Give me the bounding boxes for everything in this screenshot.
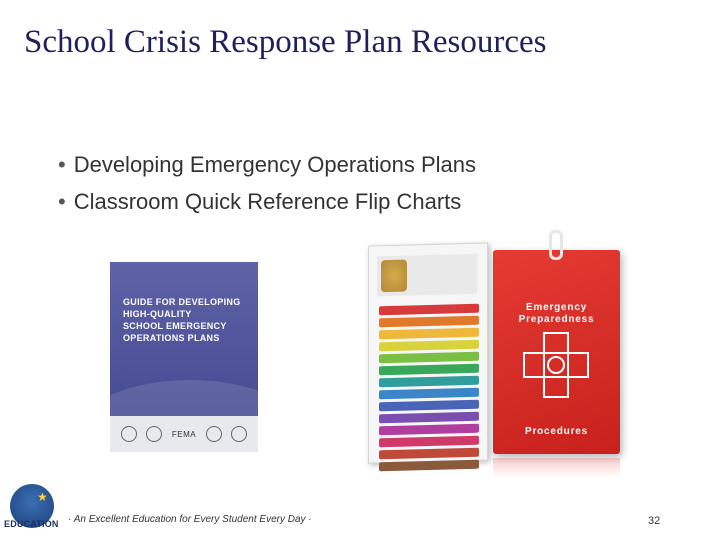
guide-title-line: OPERATIONS PLANS [123,333,220,343]
bullet-text: Developing Emergency Operations Plans [73,152,477,177]
seal-icon [231,426,247,442]
hanger-loop [549,230,563,260]
page-number: 32 [648,515,661,527]
fema-logo: FEMA [171,429,197,439]
flip-chart-tab [379,412,479,424]
flip-chart-tab [379,364,479,376]
school-crest-icon [381,260,407,293]
flip-cover-line: Preparedness [518,314,595,325]
flip-cover-title [493,302,620,326]
seal-icon [121,426,137,442]
flip-chart-tab [379,424,479,436]
guide-cover-title [123,296,251,344]
bullet-icon: • [58,189,66,214]
flip-chart-tab [379,328,479,340]
agency-seals [110,416,258,452]
flip-chart-tab [379,448,479,460]
emergency-cross-icon [523,332,589,398]
bullet-icon: • [58,152,66,177]
flip-chart-tab [379,340,479,352]
cover-reflection [493,458,620,478]
flip-chart-tab [379,376,479,388]
seal-icon [146,426,162,442]
guide-title-line: GUIDE FOR DEVELOPING [123,297,241,307]
flip-cover-line: Emergency [525,302,588,313]
flip-chart-tab [379,352,479,364]
star-icon: ★ [37,490,48,504]
flip-chart-tab [379,316,479,328]
flip-chart-tabs [379,304,479,475]
flip-chart-tab [379,304,479,316]
guide-cover-image [110,262,258,452]
flip-chart-tab [379,388,479,400]
bullet-list [58,146,476,220]
guide-title-line: SCHOOL EMERGENCY [123,321,227,331]
education-logo-text: EDUCATION [4,519,59,529]
bullet-text: Classroom Quick Reference Flip Charts [73,189,462,214]
flip-cover-procedures: Procedures [524,426,589,437]
cross-center [547,356,565,374]
bullet-item [58,146,476,183]
flip-chart-cover-image [493,250,620,454]
footer-tagline: · An Excellent Education for Every Student Every Day · [68,514,312,525]
seal-icon [206,426,222,442]
flip-chart-tab [379,436,479,448]
slide-title: School Crisis Response Plan Resources [24,24,547,60]
bullet-item [58,183,476,220]
guide-title-line: HIGH-QUALITY [123,309,192,319]
flip-chart-tab [379,400,479,412]
flip-chart-page-image [368,242,488,463]
flip-chart-tab [379,460,479,472]
